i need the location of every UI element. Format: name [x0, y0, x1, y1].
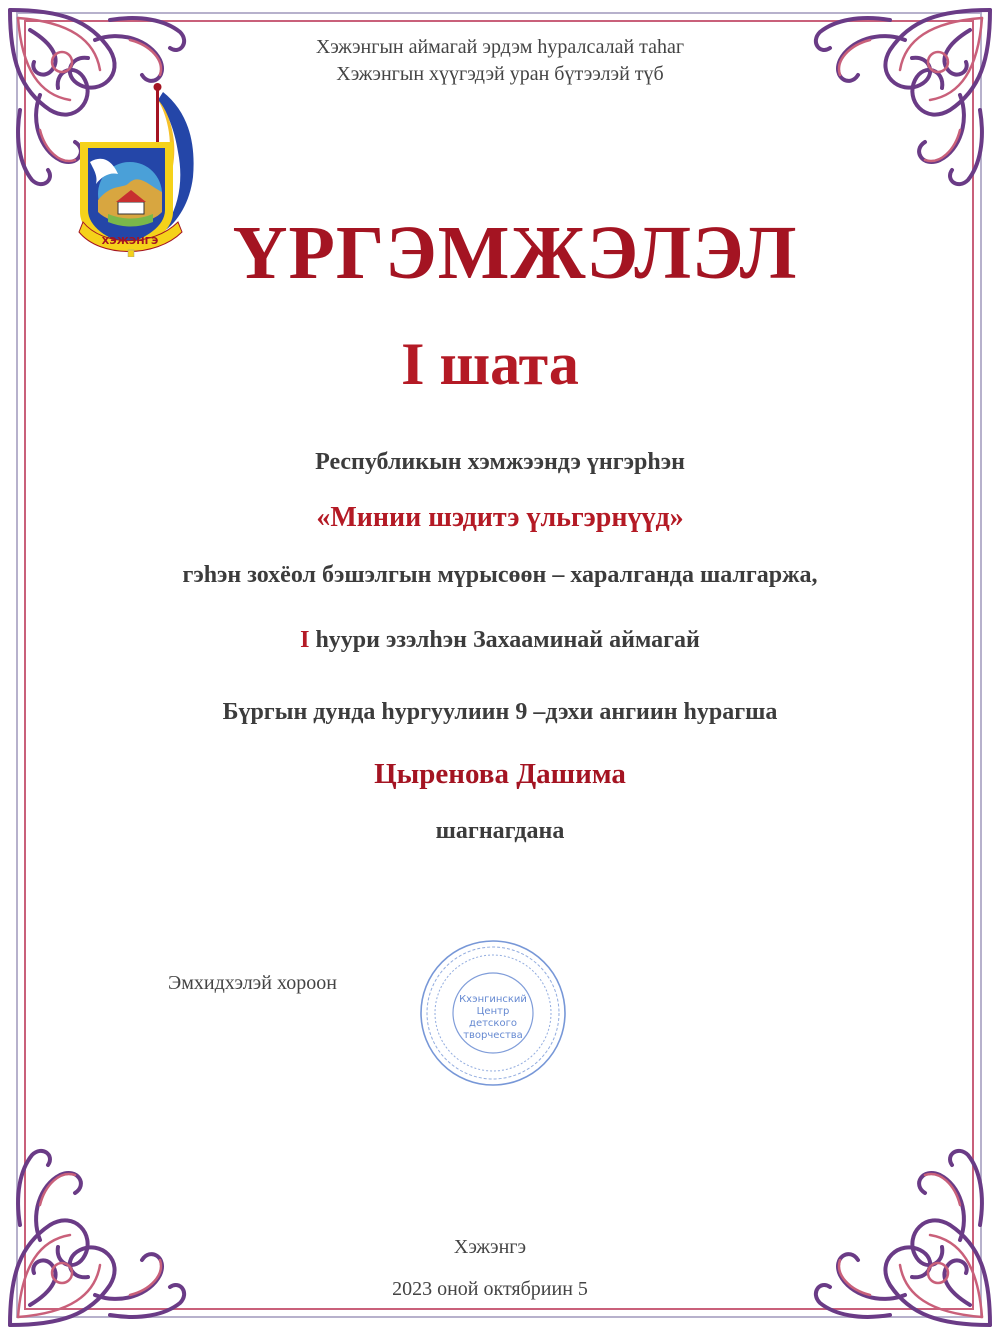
place-text: һуури эзэлһэн Захааминай аймагай [309, 627, 700, 653]
certificate-degree: I шата [401, 331, 579, 397]
header-center: Хэжэнгын хүүгэдэй уран бүтээлэй түб [336, 63, 664, 85]
stamp-line-3: детского [469, 1018, 517, 1029]
logo-text: ХЭЖЭНГЭ [101, 236, 159, 247]
certificate-title: ҮРГЭМЖЭЛЭЛ [232, 211, 798, 295]
corner-ornament-top-right [800, 0, 1000, 200]
body-line-republic: Республикын хэмжээндэ үнгэрһэн [315, 449, 685, 475]
footer-place: Хэжэнгэ [453, 1236, 527, 1258]
footer-date: 2023 оной октябриин 5 [392, 1278, 588, 1300]
stamp-line-1: Кхэнгинский [459, 994, 527, 1005]
body-line-awarded: шагнагдана [435, 818, 565, 844]
stamp-line-2: Центр [476, 1006, 510, 1017]
body-line-school: Бүргын дунда һургуулиин 9 –дэхи ангиин һурагша [222, 699, 778, 725]
contest-name: «Минии шэдитэ үльгэрнүүд» [316, 502, 684, 533]
body-line-place [0, 627, 1000, 654]
official-stamp [418, 938, 568, 1088]
corner-ornament-bottom-left [0, 1135, 200, 1335]
district-logo [68, 82, 203, 257]
header-department: Хэжэнгын аймагай эрдэм һуралсалай таһаг [315, 36, 685, 58]
organizing-committee: Эмхидхэлэй хороон [168, 972, 337, 994]
recipient-name: Цыренова Дашима [374, 758, 626, 790]
stamp-line-4: творчества [463, 1030, 523, 1041]
corner-ornament-bottom-right [800, 1135, 1000, 1335]
body-line-competition: гэһэн зохёол бэшэлгын мүрысөөн – харалганда шалгаржа, [182, 562, 818, 588]
place-roman-numeral: I [300, 627, 310, 653]
